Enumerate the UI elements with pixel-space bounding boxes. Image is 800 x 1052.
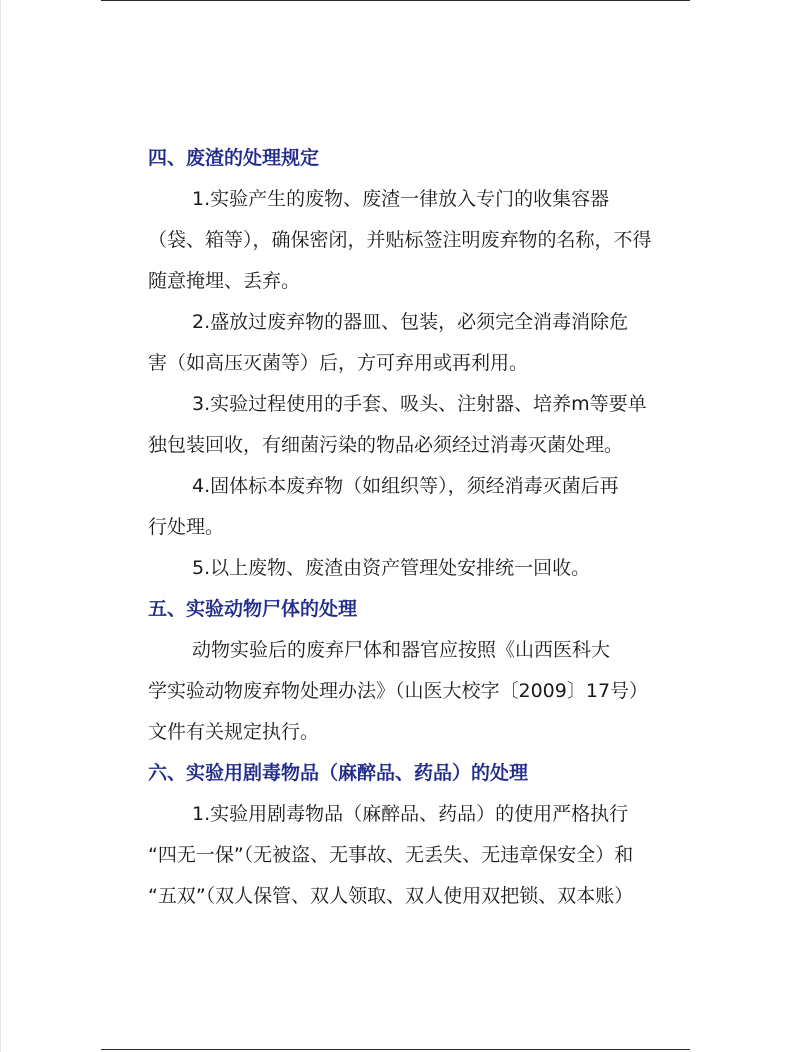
paragraph: [148, 179, 660, 302]
text-line: 独包装回收，有细菌污染的物品必须经过消毒灭菌处理。: [148, 434, 624, 456]
paragraph: [148, 384, 660, 466]
text-line: 3.实验过程使用的手套、吸头、注射器、培养m等要单: [192, 393, 647, 415]
page-left-edge: [0, 0, 1, 1052]
text-line: 1.实验用剧毒物品（麻醉品、药品）的使用严格执行: [192, 803, 629, 825]
paragraph: [148, 794, 660, 917]
text-line: 随意掩埋、丢弃。: [148, 270, 301, 292]
section-heading-toxic-substances: 六、实验用剧毒物品（麻醉品、药品）的处理: [148, 762, 529, 784]
text-line: 5.以上废物、废渣由资产管理处安排统一回收。: [192, 557, 591, 579]
text-line: 2.盛放过废弃物的器皿、包装，必须完全消毒消除危: [192, 311, 629, 333]
paragraph: [148, 302, 660, 384]
text-line: 文件有关规定执行。: [148, 721, 320, 743]
section-heading-animal-carcass: 五、实验动物尸体的处理: [148, 598, 358, 620]
text-line: 动物实验后的废弃尸体和器官应按照《山西医科大: [192, 639, 611, 661]
paragraph: [148, 630, 660, 753]
text-line: 行处理。: [148, 516, 225, 538]
bottom-rule: [101, 1049, 690, 1050]
document-body: [148, 138, 660, 917]
top-rule: [101, 0, 690, 1]
text-line: 学实验动物废弃物处理办法》（山医大校字〔2009〕17号）: [148, 680, 649, 702]
paragraph: [148, 466, 660, 548]
text-line: 1.实验产生的废物、废渣一律放入专门的收集容器: [192, 188, 610, 210]
text-line: 害（如高压灭菌等）后，方可弃用或再利用。: [148, 352, 529, 374]
text-line: “四无一保”（无被盗、无事故、无丢失、无违章保安全）和: [148, 844, 634, 866]
paragraph: [148, 548, 660, 589]
text-line: （袋、箱等），确保密闭，并贴标签注明废弃物的名称，不得: [148, 229, 652, 251]
section-heading-waste-residue: 四、废渣的处理规定: [148, 147, 320, 169]
text-line: “五双”（双人保管、双人领取、双人使用双把锁、双本账）: [148, 885, 634, 907]
text-line: 4.固体标本废弃物（如组织等），须经消毒灭菌后再: [192, 475, 619, 497]
